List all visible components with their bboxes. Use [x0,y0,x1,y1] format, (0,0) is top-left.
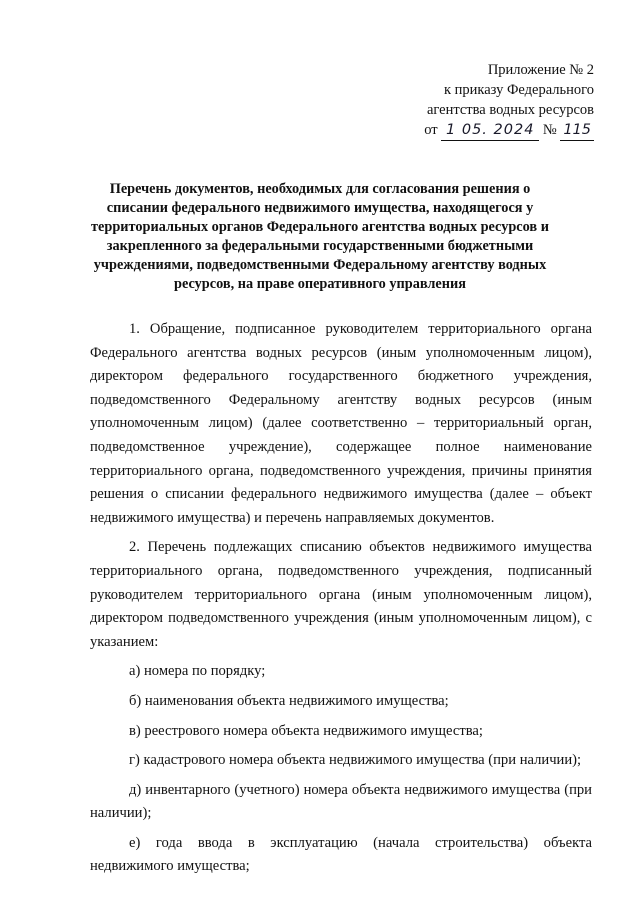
appendix-line-3: агентства водных ресурсов [426,102,594,118]
appendix-line-2: к приказу Федерального [443,82,594,98]
list-item-g: г) кадастрового номера объекта недвижимого имущества (при наличии); [129,752,582,769]
list-item-e: е) года ввода в эксплуатацию (начала строительства) объекта недвижимого имущества; [90,834,592,875]
document-title: Перечень документов, необходимых для согласования решения о списании федерального недвижимого имущества, находящегося у территориальных органов Федерального агентства водных ресурсов и закрепленного за федеральными государственными бюджетными учреждениями, подведомственными Федеральному агентству водных ресурсов, на праве оперативного управления [91,181,549,292]
list-item-a: а) номера по порядку; [129,663,266,680]
from-label: от [424,122,438,138]
list-item-v: в) реестрового номера объекта недвижимого имущества; [129,722,483,739]
appendix-line-1: Приложение № 2 [487,62,594,78]
list-item-d: д) инвентарного (учетного) номера объекта недвижимого имущества (при наличии); [90,781,592,822]
document-body [90,318,592,879]
paragraph-1: 1. Обращение, подписанное руководителем территориального органа Федерального агентства водных ресурсов (иным уполномоченным лицом), директором федерального государственного бюджетного учреждения, подведомственного Федеральному агентству водных ресурсов (иным уполномоченным лицом) (далее соответственно – территориальный орган, подведомственное учреждение), содержащее полное наименование территориального органа, подведомственного учреждения, причины принятия решения о списании федерального недвижимого имущества (далее – объект недвижимого имущества) и перечень направляемых документов. [90,321,592,526]
handwritten-date: 1 05. 2024 [441,120,539,141]
appendix-header [424,60,594,141]
paragraph-2: 2. Перечень подлежащих списанию объектов недвижимого имущества территориального органа, подведомственного учреждения, подписанный руководителем территориального органа (иным уполномоченным лицом), директором подведомственного учреждения (иным уполномоченным лицом), с указанием: [90,539,592,650]
handwritten-order-number: 115 [560,120,594,141]
order-date-line [424,120,594,141]
list-item-b: б) наименования объекта недвижимого имущества; [129,692,449,709]
number-label: № [542,122,557,138]
